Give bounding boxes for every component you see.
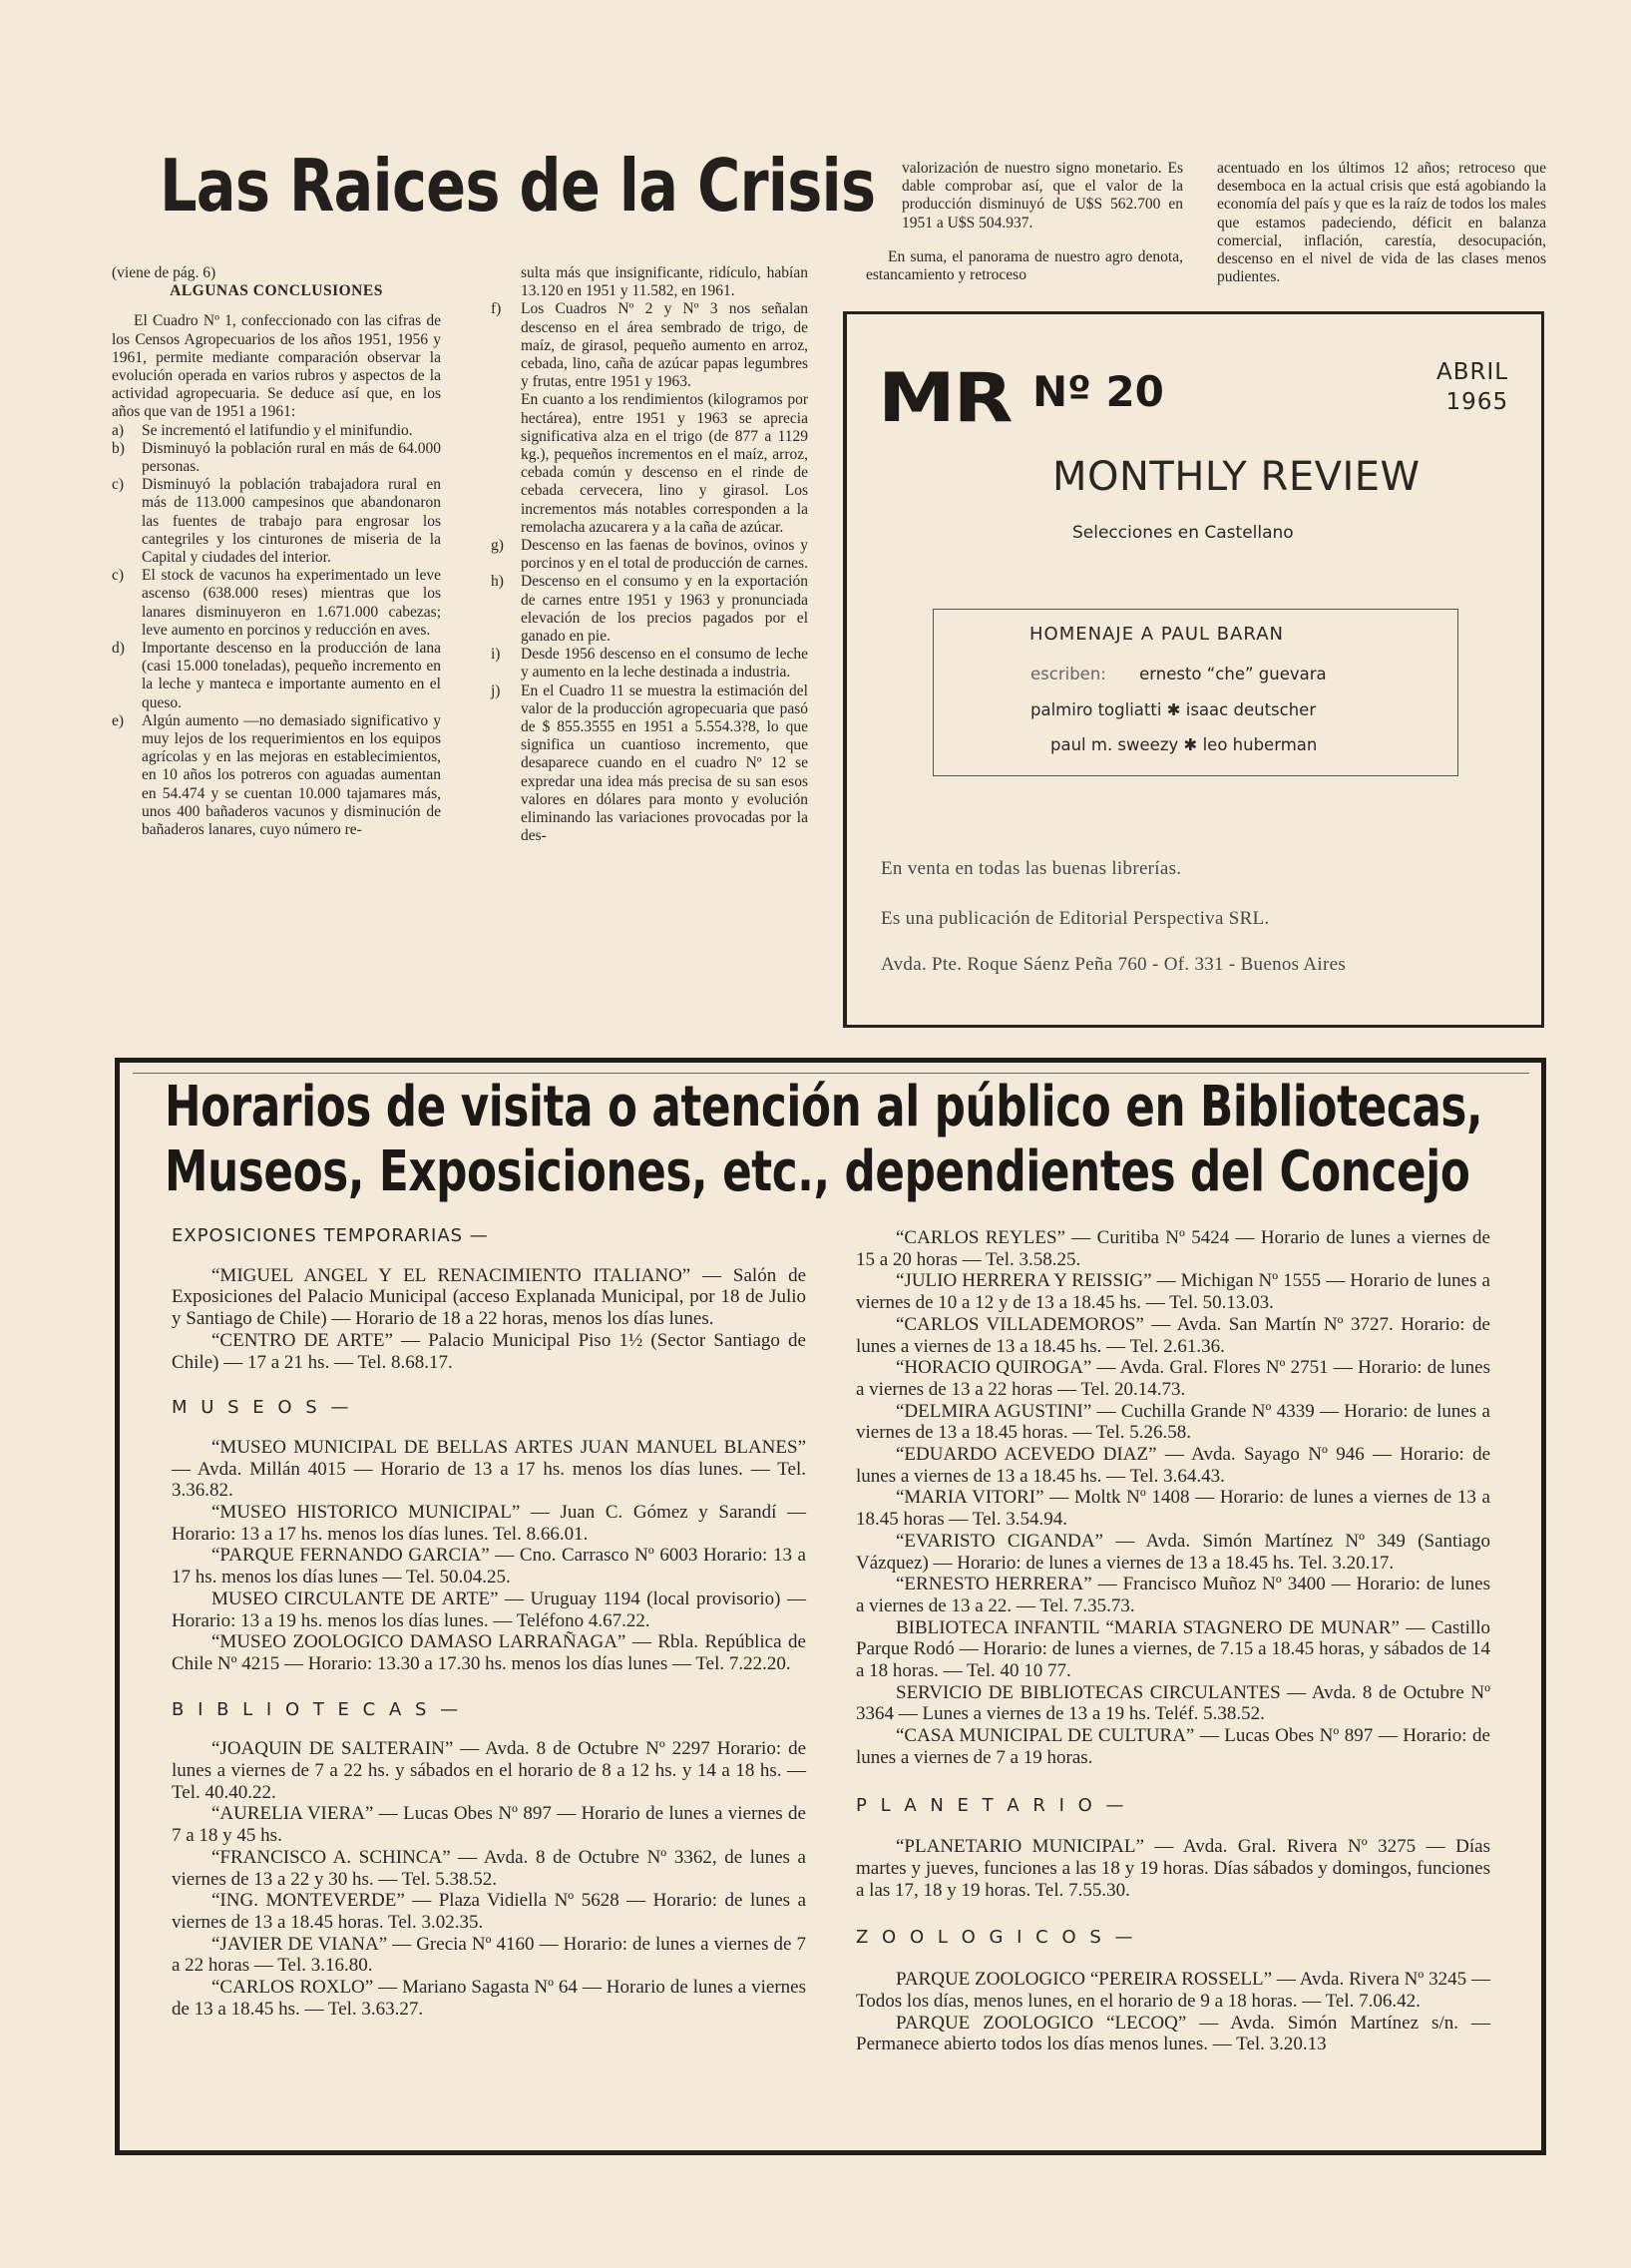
list-item: “MIGUEL ANGEL Y EL RENACIMIENTO ITALIANO” — Salón de Exposiciones del Palacio Municipal (acceso Explanada Municipal, por 18 de Julio y Santiago de Chile) — Horario de 18 a 22 horas, menos los días lunes. [172, 1264, 806, 1330]
list-item: “DELMIRA AGUSTINI” — Cuchilla Grande Nº 4339 — Horario: de lunes a viernes de 13 a 18.45 horas. — Tel. 5.26.58. [856, 1400, 1490, 1444]
issue-date [1436, 357, 1508, 417]
list-item: i) Desde 1956 descenso en el consumo de leche y aumento en la leche destinada a industria. [491, 646, 808, 681]
ad-footer-publisher: Es una publicación de Editorial Perspectiva SRL. [881, 908, 1270, 929]
writers-label: escriben: [1030, 665, 1106, 683]
list-item: “MUSEO ZOOLOGICO DAMASO LARRAÑAGA” — Rbla. República de Chile Nº 4215 — Horario: 13.30 a 17.30 hs. menos los días lunes — Tel. 7.22.20. [172, 1631, 806, 1674]
writers-line-2 [1030, 700, 1316, 719]
section-title-zoologicos: Z O O L O G I C O S — [856, 1927, 1137, 1949]
list-item: “CASA MUNICIPAL DE CULTURA” — Lucas Obes Nº 897 — Horario: de lunes a viernes de 7 a 19 horas. [856, 1725, 1490, 1768]
article-column-1 [112, 264, 441, 839]
section-title-planetario: P L A N E T A R I O — [856, 1794, 1128, 1816]
list-item: “ERNESTO HERRERA” — Francisco Muñoz Nº 3400 — Horario: de lunes a viernes de 13 a 22. — Tel. 7.35.73. [856, 1574, 1490, 1616]
writer-name: palmiro togliatti [1030, 700, 1162, 719]
writer-name: leo huberman [1202, 735, 1318, 754]
list-item: f) Los Cuadros Nº 2 y Nº 3 nos señalan descenso en el área sembrado de trigo, de maíz, de girasol, pequeño aumento en arroz, cebada, lino, caña de azúcar papas legumbres y frutas, entre 1951 y 1963. [491, 300, 808, 391]
list-item: “MARIA VITORI” — Moltk Nº 1408 — Horario: de lunes a viernes de 13 a 18.45 horas — Tel. 3.54.94. [856, 1487, 1490, 1531]
mr-logo: MR [878, 359, 1012, 438]
list-item: “EVARISTO CIGANDA” — Avda. Simón Martínez Nº 349 (Santiago Vázquez) — Horario: de lunes a viernes de 13 a 18.45 hs. Tel. 3.20.17. [856, 1530, 1490, 1574]
section-title-bibliotecas: B I B L I O T E C A S — [172, 1698, 463, 1720]
ad-footer-sales: En venta en todas las buenas librerías. [881, 858, 1182, 879]
article-column-3 [866, 160, 1183, 284]
list-item: d) Importante descenso en la producción de lana (casi 15.000 toneladas), pequeño incremento en la leche y manteca e importante aumento en el queso. [112, 640, 441, 711]
list-item: “MUSEO MUNICIPAL DE BELLAS ARTES JUAN MANUEL BLANES” — Avda. Millán 4015 — Horario de 13 a 17 hs. menos los días lunes. — Tel. 3.36.82. [172, 1436, 806, 1502]
list-item: PARQUE ZOOLOGICO “PEREIRA ROSSELL” — Avda. Rivera Nº 3245 — Todos los días, menos lunes, en el horario de 9 a 18 horas. — Tel. 7.06.42. [856, 1969, 1490, 2012]
list-item: g) Descenso en las faenas de bovinos, ovinos y porcinos y en el total de producción de carnes. [491, 537, 808, 573]
column-4-text: acentuado en los últimos 12 años; retroceso que desemboca en la actual crisis que está agobiando la economía del país y que es la raíz de todos los males que estamos padeciendo, déficit en balanza comercial, inflación, carestía, desocupación, descenso en el nivel de vida de las clases menos pudientes. [1217, 160, 1546, 286]
schedule-column-left [172, 1225, 806, 2021]
homage-title: HOMENAJE A PAUL BARAN [1029, 624, 1284, 645]
list-item: PARQUE ZOOLOGICO “LECOQ” — Avda. Simón Martínez s/n. — Permanece abierto todos los días menos lunes. — Tel. 3.20.13 [856, 2012, 1490, 2055]
magazine-title: MONTHLY REVIEW [1052, 454, 1421, 500]
list-item: “JULIO HERRERA Y REISSIG” — Michigan Nº 1555 — Horario de lunes a viernes de 10 a 12 y de 13 a 18.45 hs. — Tel. 50.13.03. [856, 1270, 1490, 1314]
column-3-text-a: valorización de nuestro signo monetario. Es dable comprobar así, que el valor de la producción disminuyó de U$S 562.700 en 1951 a U$S 504.937. [902, 160, 1183, 231]
list-item: b) Disminuyó la población rural en más de 64.000 personas. [112, 439, 441, 476]
ad-footer-address: Avda. Pte. Roque Sáenz Peña 760 - Of. 331 - Buenos Aires [881, 954, 1347, 975]
divider [133, 1073, 1529, 1074]
list-item: BIBLIOTECA INFANTIL “MARIA STAGNERO DE MUNAR” — Castillo Parque Rodó — Horario: de lunes a viernes, de 7.15 a 18.45 horas, y sábados de 14 a 18 horas. — Tel. 40 10 77. [856, 1616, 1490, 1682]
schedule-headline-line-2: Museos, Exposiciones, etc., dependientes del Concejo [165, 1139, 1470, 1204]
list-item: c) El stock de vacunos ha experimentado un leve ascenso (638.000 reses) mientras que los lanares disminuyeron en 1.671.000 cabezas; leve aumento en porcinos y reducción en aves. [112, 567, 441, 639]
issue-year: 1965 [1445, 389, 1509, 415]
list-item: a) Se incrementó el latifundio y el minifundio. [112, 421, 413, 439]
continued-note: (viene de pág. 6) [112, 264, 216, 281]
list-item: “EDUARDO ACEVEDO DIAZ” — Avda. Sayago Nº 946 — Horario: de lunes a viernes de 13 a 18.45 hs. — Tel. 3.64.43. [856, 1444, 1490, 1487]
bullet-icon: ✱ [1183, 735, 1203, 754]
issue-month: ABRIL [1436, 359, 1509, 385]
writer-name: isaac deutscher [1185, 700, 1317, 719]
writer-name: paul m. sweezy [1050, 735, 1179, 754]
schedule-column-right [856, 1227, 1490, 2055]
list-item: “JOAQUIN DE SALTERAIN” — Avda. 8 de Octubre Nº 2297 Horario: de lunes a viernes de 7 a 22 hs. y sábados en el horario de 8 a 12 hs. y 14 a 18 hs. — Tel. 40.40.22. [172, 1738, 806, 1803]
article-column-4 [1217, 160, 1546, 286]
column-3-text-b: En suma, el panorama de nuestro agro denota, estancamiento y retroceso [866, 247, 1183, 284]
list-item: j) En el Cuadro 11 se muestra la estimación del valor de la producción agropecuaria que pasó de $ 855.3555 en 1951 a 5.554.3?8, lo que significa un cuantioso incremento, que desaparece cuando en el cuadro Nº 12 se expredar una idea más precisa de su san esos valores en dólares para monto y evolución eliminando las variaciones provocadas por la des- [491, 681, 808, 845]
list-item: “AURELIA VIERA” — Lucas Obes Nº 897 — Horario de lunes a viernes de 7 a 18 y 45 hs. [172, 1803, 806, 1847]
section-title-museos: M U S E O S — [172, 1397, 353, 1419]
magazine-subtitle: Selecciones en Castellano [1072, 523, 1294, 543]
list-item: “CARLOS VILLADEMOROS” — Avda. San Martín Nº 3727. Horario: de lunes a viernes de 13 a 18.45 hs. — Tel. 2.61.36. [856, 1313, 1490, 1357]
list-item: “CARLOS ROXLO” — Mariano Sagasta Nº 64 — Horario de lunes a viernes de 13 a 18.45 hs. — Tel. 3.63.27. [172, 1977, 806, 2020]
writers-line-1 [1030, 665, 1327, 683]
article-headline: Las Raices de la Crisis [160, 144, 876, 227]
list-item: h) Descenso en el consumo y en la exportación de carnes entre 1951 y 1963 y pronunciada elevación de los precios pagados por el ganado en pie. [491, 573, 808, 646]
list-item: SERVICIO DE BIBLIOTECAS CIRCULANTES — Avda. 8 de Octubre Nº 3364 — Lunes a viernes de 13 a 19 hs. Teléf. 5.38.52. [856, 1681, 1490, 1725]
list-item: “JAVIER DE VIANA” — Grecia Nº 4160 — Horario: de lunes a viernes de 7 a 22 horas — Tel. 3.16.80. [172, 1933, 806, 1977]
list-item: e) Algún aumento —no demasiado significativo y muy lejos de los requerimientos en los equipos agrícolas y en las mejoras en establecimientos, en 10 años los potreros con aguadas aumentan en 54.474 y se cuentan 10.000 tajamares más, unos 400 bañaderos vacunos y disminución de bañaderos lanares, cuyo número re- [112, 711, 441, 839]
list-item: “HORACIO QUIROGA” — Avda. Gral. Flores Nº 2751 — Horario: de lunes a viernes de 13 a 22 horas — Tel. 20.14.73. [856, 1357, 1490, 1400]
schedule-headline-line-1: Horarios de visita o atención al público en Bibliotecas, [165, 1075, 1483, 1139]
section-title-exposiciones: EXPOSICIONES TEMPORARIAS — [172, 1225, 489, 1246]
article-intro: El Cuadro Nº 1, confeccionado con las cifras de los Censos Agropecuarios de los años 1951, 1956 y 1961, permite mediante comparación observar la evolución operada en varios rubros y aspectos de la actividad agropecuaria. Se deduce así que, en los años que van de 1951 a 1961: [112, 312, 441, 421]
list-item: “CARLOS REYLES” — Curitiba Nº 5424 — Horario de lunes a viernes de 15 a 20 horas — Tel. 3.58.25. [856, 1227, 1490, 1270]
list-item: “PLANETARIO MUNICIPAL” — Avda. Gral. Rivera Nº 3275 — Días martes y jueves, funciones a las 18 y 19 horas. Días sábados y domingos, funciones a las 17, 18 y 19 horas. Tel. 7.55.30. [856, 1836, 1490, 1901]
list-item: “MUSEO HISTORICO MUNICIPAL” — Juan C. Gómez y Sarandí — Horario: 13 a 17 hs. menos los días lunes. Tel. 8.66.01. [172, 1502, 806, 1545]
article-subhead: ALGUNAS CONCLUSIONES [170, 282, 383, 300]
list-item: c) Disminuyó la población trabajadora rural en más de 113.000 campesinos que abandonaron las fuentes de trabajo para engrosar los cantegriles y los cinturones de miseria de la Capital y ciudades del interior. [112, 476, 441, 567]
article-column-2 [491, 264, 808, 846]
list-item: “ING. MONTEVERDE” — Plaza Vidiella Nº 5628 — Horario: de lunes a viernes de 13 a 18.45 horas. Tel. 3.02.35. [172, 1890, 806, 1933]
writers-line-3 [1050, 735, 1317, 754]
list-item: “PARQUE FERNANDO GARCIA” — Cno. Carrasco Nº 6003 Horario: 13 a 17 hs. menos los días lunes — Tel. 50.04.25. [172, 1545, 806, 1588]
list-item: MUSEO CIRCULANTE DE ARTE” — Uruguay 1194 (local provisorio) — Horario: 13 a 19 hs. menos los días lunes. — Teléfono 4.67.22. [172, 1588, 806, 1631]
writer-name: ernesto “che” guevara [1139, 665, 1327, 683]
column-2-lead: sulta más que insignificante, ridículo, habían 13.120 en 1951 y 11.582, en 1961. [521, 264, 808, 300]
list-item: “FRANCISCO A. SCHINCA” — Avda. 8 de Octubre Nº 3362, de lunes a viernes de 13 a 22 y 30 hs. — Tel. 5.38.52. [172, 1846, 806, 1890]
bullet-icon: ✱ [1166, 700, 1186, 719]
issue-number: Nº 20 [1032, 367, 1164, 416]
list-item: “CENTRO DE ARTE” — Palacio Municipal Piso 1½ (Sector Santiago de Chile) — 17 a 21 hs. — Tel. 8.68.17. [172, 1329, 806, 1373]
list-item: En cuanto a los rendimientos (kilogramos por hectárea), entre 1951 y 1963 se aprecia significativa alza en el trigo (de 877 a 1129 kg.), pequeños incrementos en el maíz, arroz, cebada común y descenso en el rinde de cebada cervecera, lino y girasol. Los incrementos más notables corresponden a la remolacha azucarera y a la caña de azúcar. [521, 391, 808, 536]
